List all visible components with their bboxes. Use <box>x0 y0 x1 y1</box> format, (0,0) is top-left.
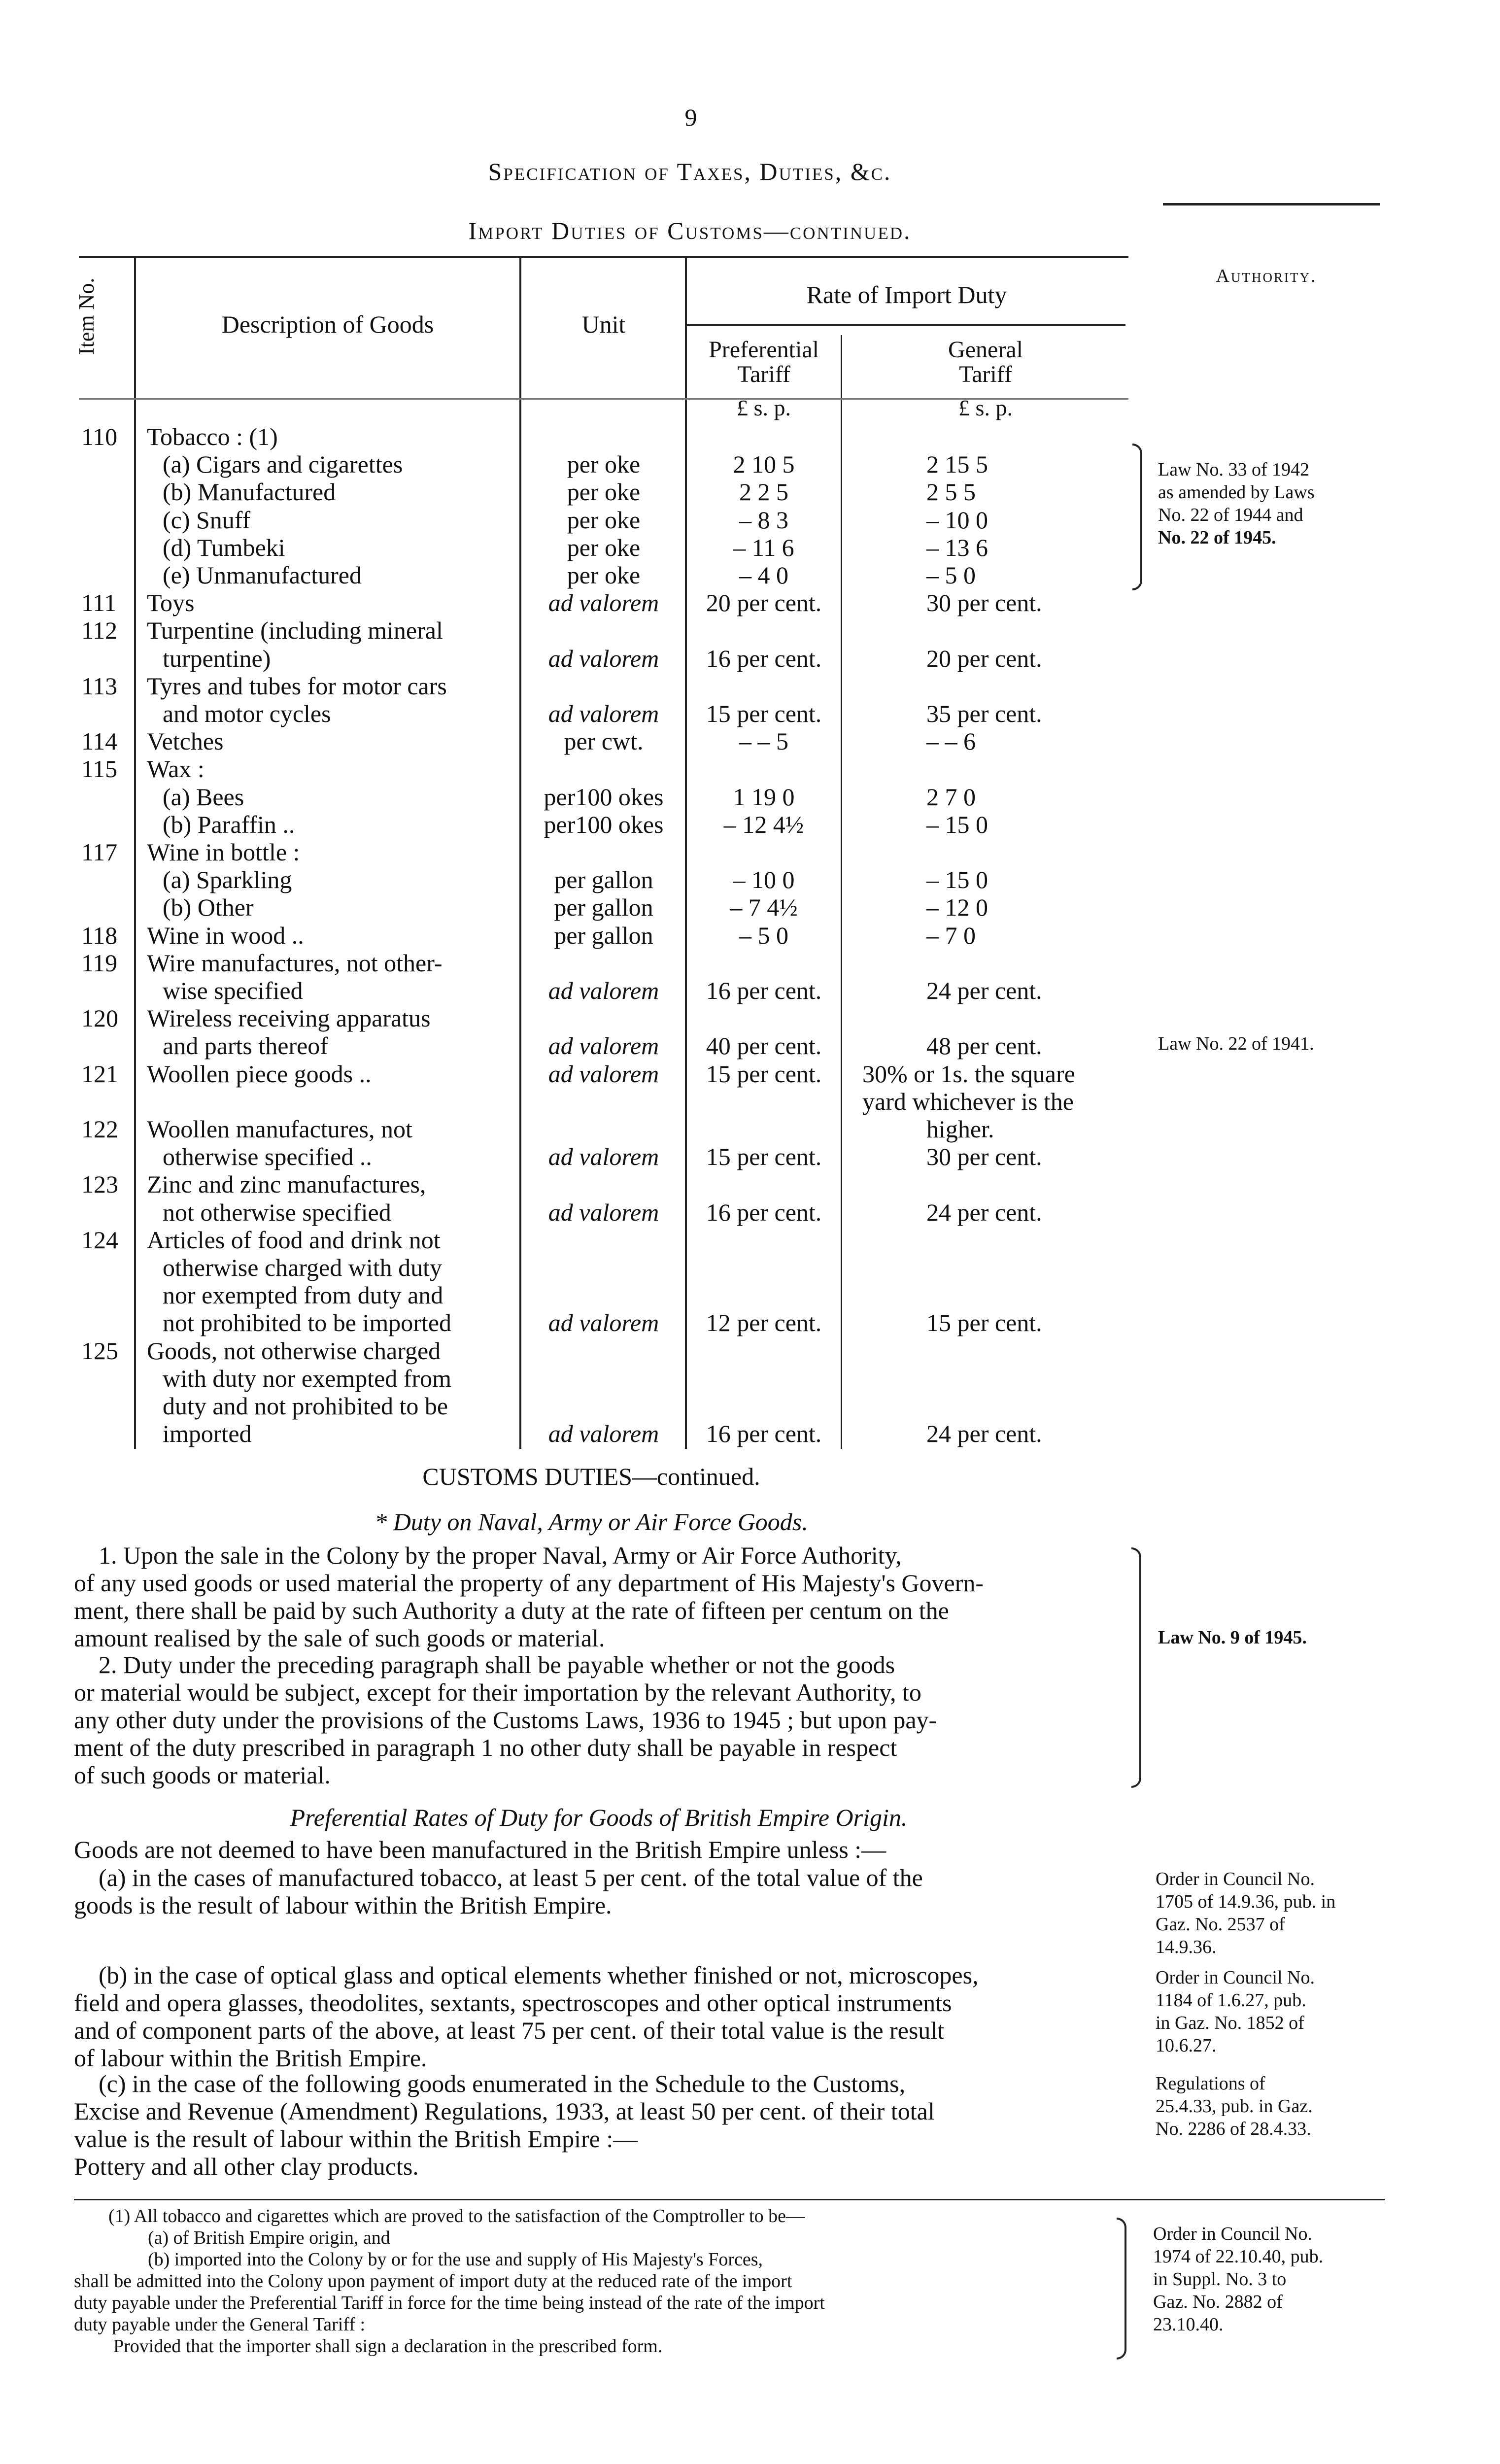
description-cell: Turpentine (including mineral <box>147 616 443 645</box>
unit-cell: per cwt. <box>564 727 644 755</box>
footnote-line: duty payable under the Preferential Tariff in force for the time being instead of the rate of the import <box>74 2293 825 2313</box>
general-cell: – 15 0 <box>926 810 988 838</box>
unit-cell: ad valorem <box>548 700 659 727</box>
general-cell: 30 per cent. <box>926 1143 1042 1171</box>
item-number: 115 <box>81 755 118 783</box>
para-line: any other duty under the provisions of the Customs Laws, 1936 to 1945 ; but upon pay- <box>74 1706 937 1734</box>
footnote-authority <box>1153 2223 1390 2336</box>
item-number: 111 <box>81 589 117 617</box>
description-cell: nor exempted from duty and <box>163 1281 443 1309</box>
para-1 <box>74 1541 1124 1652</box>
preferential-cell: – 11 6 <box>733 533 794 561</box>
pref-b-authority <box>1156 1966 1387 2057</box>
pref-a <box>74 1864 1124 1919</box>
unit-header: Unit <box>581 310 626 338</box>
description-cell: otherwise specified .. <box>163 1143 372 1171</box>
item-number: 113 <box>81 672 118 700</box>
item-no-header: Item No. <box>74 277 99 355</box>
authority-line: Regulations of <box>1156 2073 1265 2094</box>
preferential-cell: 1 19 0 <box>733 783 795 811</box>
description-cell: with duty nor exempted from <box>163 1364 451 1392</box>
preferential-cell: 16 per cent. <box>706 977 822 1004</box>
preferential-cell: – 7 4½ <box>730 893 798 922</box>
unit-cell: per oke <box>567 450 641 479</box>
para-line: of labour within the British Empire. <box>74 2044 427 2072</box>
general-cell: – 10 0 <box>926 506 988 534</box>
item-number: 110 <box>81 423 118 450</box>
footnote-line: Provided that the importer shall sign a declaration in the prescribed form. <box>113 2336 663 2357</box>
item-number: 122 <box>81 1115 118 1143</box>
unit-cell: ad valorem <box>548 644 659 672</box>
preferential-cell: 2 2 5 <box>739 478 788 506</box>
footnote-brace <box>1117 2218 1126 2360</box>
preferential-cell: – 10 0 <box>733 866 795 894</box>
general-cell: yard whichever is the <box>862 1087 1074 1115</box>
unit-cell: ad valorem <box>548 1032 659 1060</box>
tobacco-law-line: as amended by Laws <box>1158 482 1315 503</box>
authority-line: Order in Council No. <box>1156 1967 1315 1988</box>
unit-cell: per oke <box>567 506 641 534</box>
description-cell: Vetches <box>147 727 224 755</box>
unit-cell: per oke <box>567 478 641 506</box>
description-cell: Woollen piece goods .. <box>147 1060 372 1088</box>
para-line: field and opera glasses, theodolites, sextants, spectroscopes and other optical instruments <box>74 1989 952 2017</box>
tobacco-law-line: No. 22 of 1944 and <box>1158 505 1303 525</box>
para-line: ment of the duty prescribed in paragraph 1 no other duty shall be payable in respect <box>74 1734 897 1761</box>
unit-cell: per gallon <box>554 866 653 894</box>
preferential-cell: – – 5 <box>739 727 788 755</box>
para-line: of such goods or material. <box>74 1761 331 1789</box>
authority-line: 1974 of 22.10.40, pub. <box>1153 2246 1324 2267</box>
pref-b <box>74 1961 1124 2072</box>
para-line: (c) in the case of the following goods enumerated in the Schedule to the Customs, <box>99 2070 906 2097</box>
pref-c <box>74 2070 1124 2180</box>
general-cell: – 12 0 <box>926 893 988 922</box>
description-cell: Articles of food and drink not <box>147 1226 441 1254</box>
para-line: ment, there shall be paid by such Authority a duty at the rate of fifteen per centum on the <box>74 1597 949 1624</box>
naval-brace <box>1131 1547 1141 1788</box>
footnote-line: (1) All tobacco and cigarettes which are proved to the satisfaction of the Comptroller to be— <box>108 2206 805 2226</box>
item-number: 119 <box>81 949 118 977</box>
item-number: 121 <box>81 1060 118 1088</box>
unit-cell: ad valorem <box>548 1198 659 1226</box>
para-line: value is the result of labour within the British Empire :— <box>74 2125 638 2153</box>
col-divider-3 <box>685 256 687 1449</box>
footnote <box>74 2205 1124 2357</box>
para-line: Excise and Revenue (Amendment) Regulations, 1933, at least 50 per cent. of their total <box>74 2097 935 2125</box>
authority-line: 14.9.36. <box>1156 1937 1217 1957</box>
general-cell: 2 15 5 <box>926 450 988 479</box>
item-number: 123 <box>81 1170 118 1198</box>
para-line: (a) in the cases of manufactured tobacco, at least 5 per cent. of the total value of the <box>99 1864 923 1891</box>
preferential-cell: 20 per cent. <box>706 589 822 617</box>
description-cell: Tobacco : (1) <box>147 423 278 450</box>
unit-cell: ad valorem <box>548 1060 659 1088</box>
authority-line: Gaz. No. 2537 of <box>1156 1914 1285 1935</box>
general-cell: – – 6 <box>926 727 976 755</box>
footnote-line: (a) of British Empire origin, and <box>148 2227 390 2248</box>
unit-cell: per oke <box>567 533 641 561</box>
currency-gen: £ s. p. <box>958 395 1013 420</box>
subtitle: Import Duties of Customs—continued. <box>468 217 912 244</box>
description-cell: and parts thereof <box>163 1032 328 1060</box>
preferential-cell: 12 per cent. <box>706 1309 822 1337</box>
unit-cell: per100 okes <box>544 783 664 811</box>
footnote-line: shall be admitted into the Colony upon payment of import duty at the reduced rate of the import <box>74 2271 792 2292</box>
description-cell: (e) Unmanufactured <box>163 561 362 589</box>
naval-law: Law No. 9 of 1945. <box>1158 1627 1307 1648</box>
description-cell: (a) Cigars and cigarettes <box>163 450 403 479</box>
description-cell: Wine in bottle : <box>147 838 300 866</box>
general-cell: 15 per cent. <box>926 1309 1042 1337</box>
col-divider-2 <box>519 256 521 1449</box>
description-cell: imported <box>163 1420 252 1448</box>
preferential-cell: 16 per cent. <box>706 1198 822 1226</box>
preferential-cell: 15 per cent. <box>706 700 822 727</box>
description-cell: (b) Other <box>163 893 254 922</box>
col-divider-1 <box>134 256 136 1449</box>
para-line: 1. Upon the sale in the Colony by the proper Naval, Army or Air Force Authority, <box>99 1541 902 1569</box>
description-cell: Woollen manufactures, not <box>147 1115 412 1143</box>
item-number: 112 <box>81 616 118 645</box>
general-cell: 30 per cent. <box>926 589 1042 617</box>
para-line: goods is the result of labour within the British Empire. <box>74 1891 612 1919</box>
general-cell: 24 per cent. <box>926 1198 1042 1226</box>
unit-cell: per gallon <box>554 893 653 922</box>
tobacco-law-line: Law No. 33 of 1942 <box>1158 459 1310 480</box>
unit-cell: ad valorem <box>548 1420 659 1448</box>
general-cell: 24 per cent. <box>926 977 1042 1004</box>
para-line: (b) in the case of optical glass and optical elements whether finished or not, microscopes, <box>99 1961 979 1989</box>
footnote-line: duty payable under the General Tariff : <box>74 2314 366 2335</box>
authority-line: Gaz. No. 2882 of <box>1153 2292 1283 2312</box>
authority-line: 1184 of 1.6.27, pub. <box>1156 1990 1306 2011</box>
general-cell: 24 per cent. <box>926 1420 1042 1448</box>
description-cell: duty and not prohibited to be <box>163 1392 448 1420</box>
item-number: 120 <box>81 1004 118 1032</box>
unit-cell: per oke <box>567 561 641 589</box>
authority-line: Order in Council No. <box>1153 2224 1312 2244</box>
general-cell: 35 per cent. <box>926 700 1042 727</box>
footnote-line: (b) imported into the Colony by or for the use and supply of His Majesty's Forces, <box>148 2249 763 2270</box>
description-cell: (b) Paraffin .. <box>163 810 295 838</box>
general-cell: – 15 0 <box>926 866 988 894</box>
unit-cell: ad valorem <box>548 977 659 1004</box>
description-cell: not otherwise specified <box>163 1198 391 1226</box>
authority-line: No. 2286 of 28.4.33. <box>1156 2119 1311 2139</box>
preferential-header: Preferential Tariff <box>709 337 819 387</box>
footnote-rule <box>74 2199 1385 2200</box>
para-line: Pottery and all other clay products. <box>74 2153 419 2180</box>
unit-cell: per gallon <box>554 921 653 949</box>
general-cell: – 13 6 <box>926 533 988 561</box>
general-cell: – 5 0 <box>926 561 976 589</box>
item-number: 124 <box>81 1226 118 1254</box>
authority-line: 25.4.33, pub. in Gaz. <box>1156 2096 1313 2117</box>
preferential-cell: – 5 0 <box>739 921 788 949</box>
item-number: 117 <box>81 838 118 866</box>
general-cell: 48 per cent. <box>926 1032 1042 1060</box>
general-cell: 2 5 5 <box>926 478 976 506</box>
description-cell: Toys <box>147 589 195 617</box>
pref-a-authority <box>1156 1868 1387 1958</box>
preferential-cell: 16 per cent. <box>706 1420 822 1448</box>
preferential-cell: 16 per cent. <box>706 644 822 672</box>
description-cell: Wireless receiving apparatus <box>147 1004 431 1032</box>
tobacco-law <box>1158 458 1395 549</box>
description-cell: otherwise charged with duty <box>163 1254 442 1281</box>
unit-cell: per100 okes <box>544 810 664 838</box>
description-cell: and motor cycles <box>163 700 331 727</box>
item-number: 125 <box>81 1336 118 1365</box>
table-top-rule <box>79 256 1128 258</box>
col-divider-4 <box>841 335 842 1449</box>
description-cell: (d) Tumbeki <box>163 533 285 561</box>
preferential-cell: – 12 4½ <box>723 810 804 838</box>
preferential-cell: 2 10 5 <box>733 450 795 479</box>
general-cell: – 7 0 <box>926 921 976 949</box>
item-number: 114 <box>81 727 118 755</box>
para-line: of any used goods or used material the property of any department of His Majesty's Govern- <box>74 1569 984 1597</box>
authority-line: in Gaz. No. 1852 of <box>1156 2013 1304 2033</box>
authority-line: in Suppl. No. 3 to <box>1153 2269 1287 2290</box>
preferential-cell: – 4 0 <box>739 561 788 589</box>
pref-c-authority <box>1156 2072 1387 2140</box>
section2-title: CUSTOMS DUTIES—continued. <box>422 1463 760 1490</box>
pref-intro: Goods are not deemed to have been manufactured in the British Empire unless :— <box>74 1836 886 1863</box>
description-cell: Wine in wood .. <box>147 921 304 949</box>
page-number: 9 <box>684 103 697 131</box>
tobacco-brace <box>1132 444 1142 590</box>
para-line: 2. Duty under the preceding paragraph shall be payable whether or not the goods <box>99 1651 895 1678</box>
preferential-cell: 40 per cent. <box>706 1032 822 1060</box>
preferential-cell: 15 per cent. <box>706 1143 822 1171</box>
rate-header: Rate of Import Duty <box>806 281 1007 308</box>
unit-cell: ad valorem <box>548 1309 659 1337</box>
para-line: or material would be subject, except for their importation by the relevant Authority, to <box>74 1678 921 1706</box>
authority-line: 23.10.40. <box>1153 2314 1224 2335</box>
tobacco-law-line: No. 22 of 1945. <box>1158 527 1276 548</box>
general-cell: 30% or 1s. the square <box>862 1060 1075 1088</box>
section3-title: Preferential Rates of Duty for Goods of British Empire Origin. <box>290 1804 908 1831</box>
preferential-cell: 15 per cent. <box>706 1060 822 1088</box>
para-line: amount realised by the sale of such goods or material. <box>74 1624 605 1652</box>
description-cell: Tyres and tubes for motor cars <box>147 672 447 700</box>
description-cell: Goods, not otherwise charged <box>147 1336 441 1365</box>
description-header: Description of Goods <box>221 310 434 338</box>
rate-rule <box>687 324 1125 326</box>
para-2 <box>74 1651 1124 1789</box>
authority-line: Order in Council No. <box>1156 1869 1315 1889</box>
page-title: Specification of Taxes, Duties, &c. <box>488 158 892 185</box>
description-cell: Zinc and zinc manufactures, <box>147 1170 426 1198</box>
description-cell: wise specified <box>163 977 303 1004</box>
unit-cell: ad valorem <box>548 589 659 617</box>
description-cell: (a) Sparkling <box>163 866 292 894</box>
description-cell: (b) Manufactured <box>163 478 336 506</box>
wireless-law: Law No. 22 of 1941. <box>1158 1033 1314 1054</box>
general-cell: higher. <box>926 1115 994 1143</box>
general-cell: 20 per cent. <box>926 644 1042 672</box>
divider <box>1163 203 1380 205</box>
preferential-cell: – 8 3 <box>739 506 788 534</box>
description-cell: turpentine) <box>163 644 271 672</box>
section2-subtitle: * Duty on Naval, Army or Air Force Goods. <box>375 1508 808 1536</box>
authority-line: 10.6.27. <box>1156 2035 1217 2056</box>
description-cell: (a) Bees <box>163 783 244 811</box>
unit-cell: ad valorem <box>548 1143 659 1171</box>
para-line: and of component parts of the above, at least 75 per cent. of their total value is the result <box>74 2017 945 2044</box>
description-cell: (c) Snuff <box>163 506 251 534</box>
description-cell: Wire manufactures, not other- <box>147 949 443 977</box>
authority-header: Authority. <box>1216 266 1317 286</box>
description-cell: Wax : <box>147 755 205 783</box>
general-header: General Tariff <box>948 337 1023 387</box>
description-cell: not prohibited to be imported <box>163 1309 452 1337</box>
item-number: 118 <box>81 921 118 949</box>
authority-line: 1705 of 14.9.36, pub. in <box>1156 1891 1336 1912</box>
currency-pref: £ s. p. <box>737 395 791 420</box>
general-cell: 2 7 0 <box>926 783 976 811</box>
